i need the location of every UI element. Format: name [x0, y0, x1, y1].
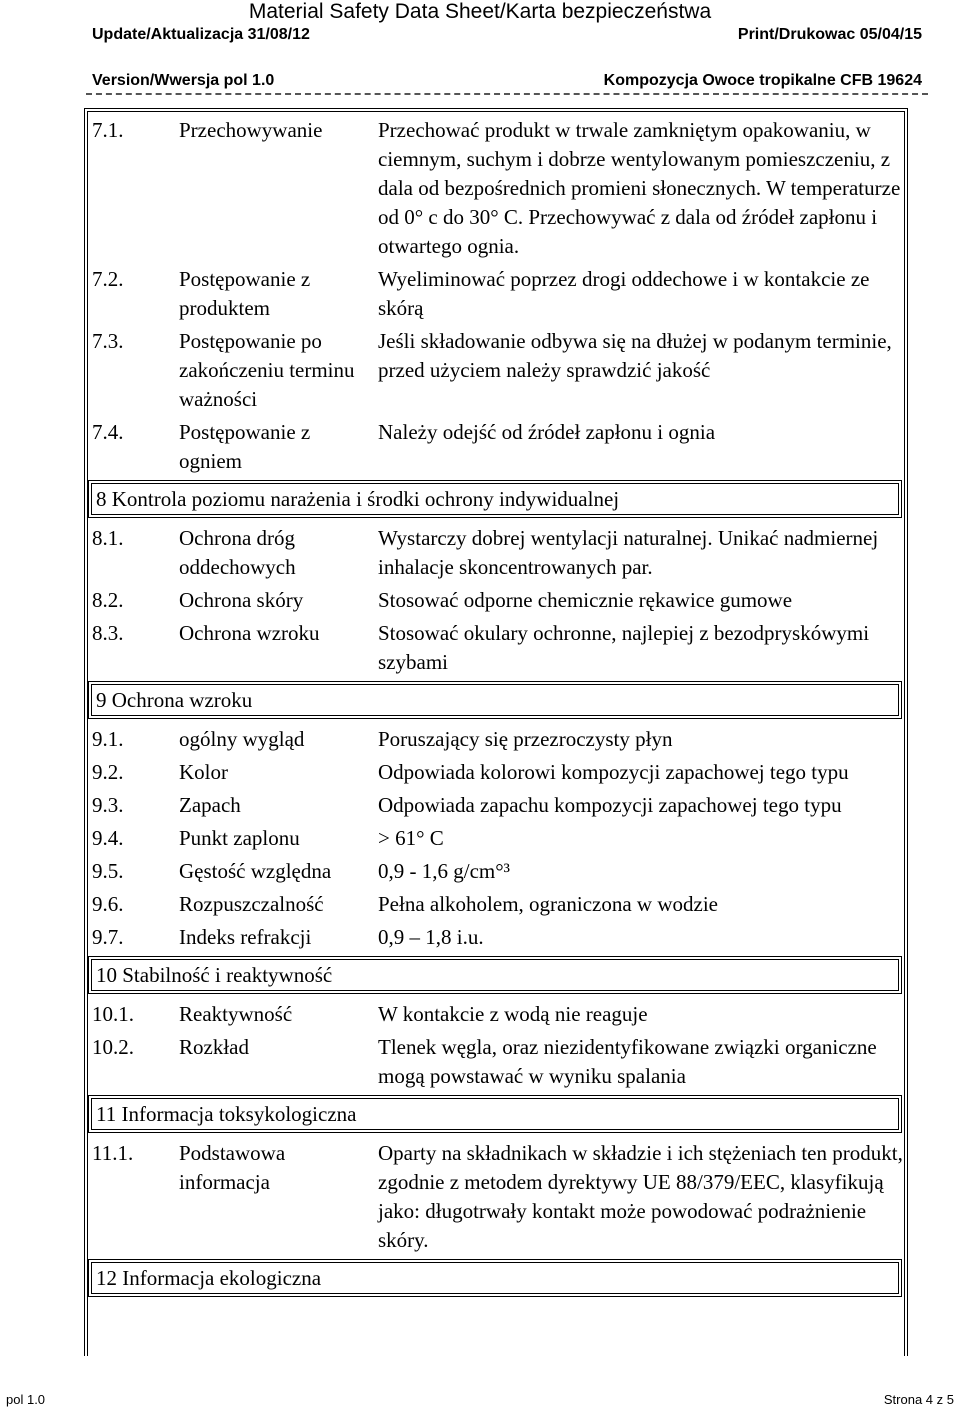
row-number: 9.3. [92, 793, 124, 817]
row-value: Jeśli składowanie odbywa się na dłużej w podanym terminie, przed użyciem należy sprawdzić jakość [378, 329, 892, 382]
row-value: Tlenek węgla, oraz niezidentyfikowane związki organiczne mogą powstawać w wyniku spalania [378, 1035, 877, 1088]
section-8-heading: 8 Kontrola poziomu narażenia i środki ochrony indywidualnej [88, 480, 902, 518]
row-7-3 [92, 327, 910, 414]
row-label: Ochrona wzroku [179, 621, 320, 645]
row-8-1 [92, 524, 910, 582]
header-divider [86, 93, 928, 95]
row-value: Odpowiada zapachu kompozycji zapachowej tego typu [378, 793, 842, 817]
row-label: Indeks refrakcji [179, 925, 312, 949]
row-label: Przechowywanie [179, 118, 323, 142]
row-label: Reaktywność [179, 1002, 293, 1026]
row-number: 8.3. [92, 621, 124, 645]
row-value: 0,9 - 1,6 g/cm°³ [378, 859, 510, 883]
row-value: Należy odejść od źródeł zapłonu i ognia [378, 420, 716, 444]
row-number: 9.1. [92, 727, 124, 751]
row-label: Rozkład [179, 1035, 249, 1059]
row-9-4 [92, 824, 910, 853]
row-label: Zapach [179, 793, 241, 817]
version-label: Version/Wwersja pol 1.0 [92, 72, 275, 89]
composition-label: Kompozycja Owoce tropikalne CFB 19624 [603, 72, 922, 89]
row-number: 10.1. [92, 1002, 134, 1026]
row-9-1 [92, 725, 910, 754]
row-10-2 [92, 1033, 910, 1091]
row-value: Stosować okulary ochronne, najlepiej z bezodpryskówymi szybami [378, 621, 870, 674]
row-label: Postępowanie po zakończeniu terminu ważności [179, 329, 355, 411]
row-number: 7.1. [92, 118, 124, 142]
header-version [92, 72, 922, 90]
row-number: 8.2. [92, 588, 124, 612]
row-value: Wystarczy dobrej wentylacji naturalnej. Unikać nadmiernej inhalacje skoncentrowanych par. [378, 526, 879, 579]
section-11-heading: 11 Informacja toksykologiczna [88, 1095, 902, 1133]
row-number: 9.7. [92, 925, 124, 949]
row-number: 11.1. [92, 1141, 134, 1165]
row-value: Poruszający się przezroczysty płyn [378, 727, 673, 751]
row-value: Stosować odporne chemicznie rękawice gumowe [378, 588, 793, 612]
row-value: Przechować produkt w trwale zamkniętym opakowaniu, w ciemnym, suchym i dobrze wentylowanym pomieszczeniu, z dala od bezpośrednich promieni słonecznych. W temperaturze od 0° c do 30° C. Przechowywać z dala od źródeł zapłonu i otwartego ognia. [378, 118, 901, 258]
row-label: ogólny wygląd [179, 727, 305, 751]
row-7-1 [92, 116, 910, 261]
row-11-1 [92, 1139, 910, 1255]
row-label: Ochrona dróg oddechowych [179, 526, 296, 579]
row-10-1 [92, 1000, 910, 1029]
row-label: Ochrona skóry [179, 588, 304, 612]
row-number: 8.1. [92, 526, 124, 550]
row-value: Wyeliminować poprzez drogi oddechowe i w kontakcie ze skórą [378, 267, 870, 320]
content-body [92, 116, 910, 1303]
row-9-7 [92, 923, 910, 952]
update-date: Update/Aktualizacja 31/08/12 [92, 26, 310, 43]
row-number: 9.5. [92, 859, 124, 883]
row-number: 7.2. [92, 267, 124, 291]
footer-version: pol 1.0 [6, 1392, 46, 1407]
row-value: > 61° C [378, 826, 444, 850]
row-number: 7.3. [92, 329, 124, 353]
row-label: Gęstość względna [179, 859, 332, 883]
row-8-3 [92, 619, 910, 677]
row-number: 9.2. [92, 760, 124, 784]
row-8-2 [92, 586, 910, 615]
row-number: 7.4. [92, 420, 124, 444]
section-12-heading: 12 Informacja ekologiczna [88, 1259, 902, 1297]
row-7-4 [92, 418, 910, 476]
row-9-5 [92, 857, 910, 886]
section-9-heading: 9 Ochrona wzroku [88, 681, 902, 719]
row-number: 9.6. [92, 892, 124, 916]
row-value: Odpowiada kolorowi kompozycji zapachowej tego typu [378, 760, 849, 784]
row-label: Postępowanie z produktem [179, 267, 311, 320]
row-label: Postępowanie z ogniem [179, 420, 311, 473]
row-value: 0,9 – 1,8 i.u. [378, 925, 484, 949]
row-label: Punkt zaplonu [179, 826, 300, 850]
row-value: W kontakcie z wodą nie reaguje [378, 1002, 648, 1026]
row-label: Kolor [179, 760, 228, 784]
row-label: Rozpuszczalność [179, 892, 324, 916]
section-10-heading: 10 Stabilność i reaktywność [88, 956, 902, 994]
document-title: Material Safety Data Sheet/Karta bezpieczeństwa [248, 0, 712, 23]
row-number: 10.2. [92, 1035, 134, 1059]
header-dates [92, 26, 922, 44]
row-value: Oparty na składnikach w składzie i ich stężeniach ten produkt, zgodnie z metodem dyrektywy UE 88/379/EEC, klasyfikują jako: długotrwały kontakt może powodować podrażnienie skóry. [378, 1141, 903, 1252]
print-date: Print/Drukowac 05/04/15 [737, 26, 922, 43]
row-9-6 [92, 890, 910, 919]
page-number: Strona 4 z 5 [883, 1392, 954, 1407]
row-value: Pełna alkoholem, ograniczona w wodzie [378, 892, 718, 916]
row-number: 9.4. [92, 826, 124, 850]
row-9-3 [92, 791, 910, 820]
row-label: Podstawowa informacja [179, 1141, 286, 1194]
row-9-2 [92, 758, 910, 787]
row-7-2 [92, 265, 910, 323]
